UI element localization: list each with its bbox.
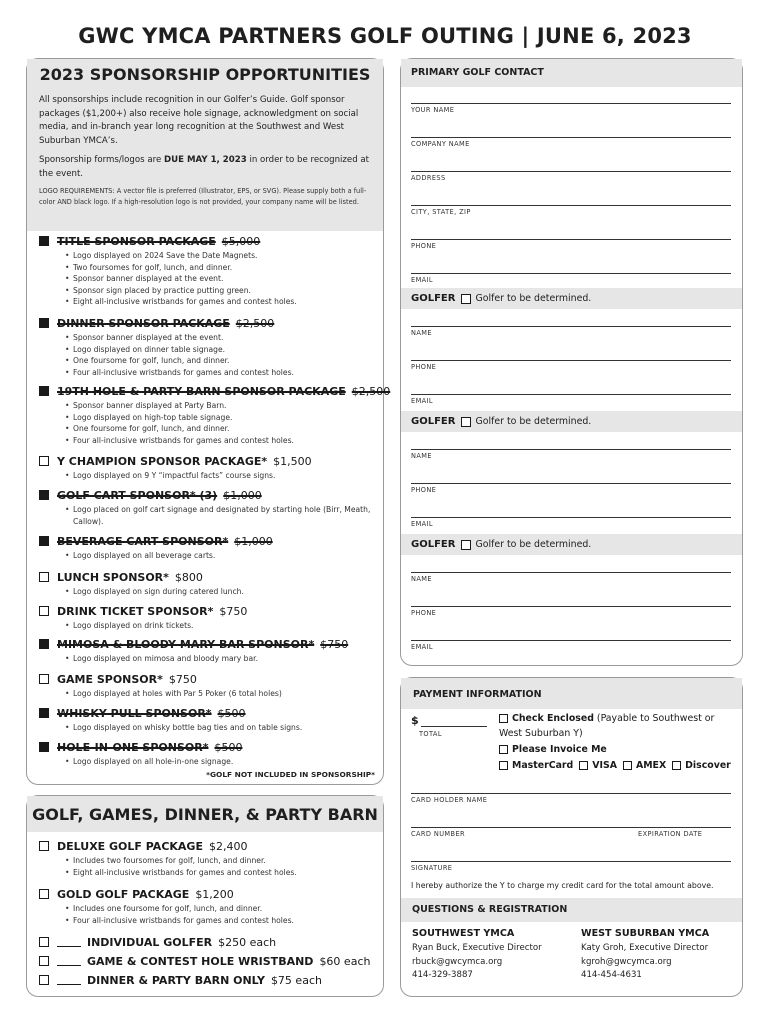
package-benefits [65,620,379,632]
package-name: GAME SPONSOR* [57,672,163,686]
package-price: $800 [174,570,203,584]
sponsor-package [39,603,379,632]
benefit-item: • Sponsor banner displayed at the event. [65,273,379,285]
dollar-sign: $ [411,714,419,727]
golf-package-price: $2,400 [208,839,248,853]
city-state-zip-label: CITY, STATE, ZIP [411,208,471,216]
signature-field[interactable] [411,861,731,862]
sponsor-package [39,315,379,378]
benefit-item: • Logo displayed at holes with Par 5 Poker (6 total holes) [65,688,379,700]
golf-package [39,953,379,969]
invoice-option[interactable] [499,744,607,755]
southwest-name: SOUTHWEST YMCA [412,928,515,939]
package-price: $750 [320,637,349,651]
golf-package-name: GAME & CONTEST HOLE WRISTBAND [87,954,314,968]
package-benefits [65,470,379,482]
expiration-label: EXPIRATION DATE [638,830,703,838]
address-label: ADDRESS [411,174,446,182]
benefit-item: • Four all-inclusive wristbands for games and contest holes. [65,435,379,447]
sponsor-package [39,705,379,734]
amex-checkbox[interactable] [623,761,632,770]
package-name: DINNER SPONSOR PACKAGE [57,316,230,330]
package-name: MIMOSA & BLOODY MARY BAR SPONSOR* [57,637,315,651]
golfer-tbd-label: Golfer to be determined. [475,293,592,304]
card-number-label: CARD NUMBER [411,830,465,838]
due-date-text [39,154,371,181]
golfer-1-phone-field[interactable] [411,360,731,361]
cardholder-label: CARD HOLDER NAME [411,796,488,804]
due-date: DUE MAY 1, 2023 [164,155,247,165]
package-checkbox[interactable] [39,490,49,500]
package-name: 19TH HOLE & PARTY BARN SPONSOR PACKAGE [57,384,346,398]
package-name: Y CHAMPION SPONSOR PACKAGE* [57,454,268,468]
sponsorship-heading: 2023 SPONSORSHIP OPPORTUNITIES [39,65,371,84]
quantity-blank[interactable] [57,937,81,947]
company-name-label: COMPANY NAME [411,140,470,148]
benefit-item: • Includes two foursomes for golf, lunch, and dinner. [65,855,379,867]
golfer-3-band [401,534,742,555]
email-label: EMAIL [411,276,433,284]
contact-heading: PRIMARY GOLF CONTACT [411,67,544,78]
golfer-3-email-label: EMAIL [411,643,433,651]
package-checkbox[interactable] [39,456,49,466]
golfer-1-email-field[interactable] [411,394,731,395]
card-number-field[interactable] [411,827,731,828]
benefit-item: • Logo displayed on 2024 Save the Date Magnets. [65,250,379,262]
golf-package [39,838,379,878]
logo-requirements: LOGO REQUIREMENTS: A vector file is preferred (Illustrator, EPS, or SVG). Please supply both a full-color AND black logo. If a high-resolution logo is not provided, your company name will be listed. [39,187,367,206]
authorize-text: I hereby authorize the Y to charge my credit card for the total amount above. [411,881,714,890]
golfer-tbd-checkbox[interactable] [461,294,471,304]
card-options [499,760,731,771]
southwest-ymca-block [412,928,542,983]
golf-packages-panel [26,795,384,997]
address-field[interactable] [411,171,731,172]
footnote: *GOLF NOT INCLUDED IN SPONSORSHIP* [206,770,375,779]
golf-package-title [39,934,379,950]
golf-package-name: DELUXE GOLF PACKAGE [57,839,203,853]
west-suburban-phone: 414-454-4631 [581,970,642,980]
signature-label: SIGNATURE [411,864,453,872]
due-suffix: in order to be recognized at the event. [39,155,370,179]
payment-panel [400,677,743,997]
check-note: (Payable to Southwest or [596,713,715,724]
check-enclosed-label: Check Enclosed [512,713,594,724]
golf-packages-band [27,796,383,832]
package-checkbox[interactable] [39,742,49,752]
benefit-item: • Sponsor banner displayed at the event. [65,332,379,344]
golf-package-title [39,838,379,854]
golfer-1-phone-label: PHONE [411,363,437,371]
golfer-label: GOLFER [411,293,456,304]
package-checkbox[interactable] [39,674,49,684]
golfer-3-email-field[interactable] [411,640,731,641]
sponsor-package [39,383,391,446]
golfer-1-email-label: EMAIL [411,397,433,405]
package-price: $750 [168,672,197,686]
benefit-item: • Logo displayed on mimosa and bloody mary bar. [65,653,379,665]
sponsor-package-title [39,739,379,755]
golf-package-benefits [65,855,379,878]
golf-package-price: $75 each [270,973,322,987]
golf-package-price: $60 each [319,954,371,968]
package-name: LUNCH SPONSOR* [57,570,169,584]
sponsor-package [39,739,379,768]
golf-package-title [39,886,379,902]
sponsor-package [39,453,379,482]
email-field[interactable] [411,273,731,274]
package-price: $1,000 [234,534,273,548]
golf-package [39,972,379,988]
golfer-tbd-label: Golfer to be determined. [475,539,592,550]
invoice-label: Please Invoice Me [512,744,607,755]
sponsor-package-title [39,453,379,469]
sponsorship-panel [26,58,391,785]
benefit-item: • Logo placed on golf cart signage and designated by starting hole (Birr, Meath, Callow). [65,504,379,527]
quantity-blank[interactable] [57,956,81,966]
package-checkbox[interactable] [39,386,49,396]
package-checkbox[interactable] [39,536,49,546]
package-benefits [65,400,379,446]
sponsor-package-title [39,487,379,503]
check-note-2: West Suburban Y) [499,728,583,739]
golf-package-checkbox[interactable] [39,975,49,985]
quantity-blank[interactable] [57,975,81,985]
benefit-item: • Logo displayed on whisky bottle bag ties and on table signs. [65,722,379,734]
package-price: $500 [217,706,246,720]
golf-package-name: GOLD GOLF PACKAGE [57,887,190,901]
golf-package-title [39,972,379,988]
mastercard-label: MasterCard [512,760,574,771]
golfer-3-name-label: NAME [411,575,432,583]
west-suburban-ymca-block [581,928,709,983]
southwest-email[interactable]: rbuck@gwcymca.org [412,956,503,967]
package-checkbox[interactable] [39,318,49,328]
sponsor-package-title [39,383,391,399]
sponsor-package [39,569,379,598]
golfer-2-email-field[interactable] [411,517,731,518]
benefit-item: • Eight all-inclusive wristbands for games and contest holes. [65,867,379,879]
golf-package-benefits [65,903,379,926]
package-benefits [65,756,379,768]
package-price: $2,500 [351,384,391,398]
sponsor-package-title [39,671,379,687]
questions-heading: QUESTIONS & REGISTRATION [412,904,568,915]
golfer-3-phone-label: PHONE [411,609,437,617]
golfer-2-name-label: NAME [411,452,432,460]
golfer-tbd-checkbox[interactable] [461,540,471,550]
sponsor-package-title [39,705,379,721]
sponsorship-intro-text: All sponsorships include recognition in our Golfer’s Guide. Golf sponsor packages ($1,200+) also receive hole signage, acknowledgment on social media, and in-branch year long recognition at the Southwest and West Suburban YMCA’s. [39,95,359,146]
southwest-phone: 414-329-3887 [412,970,473,980]
your-name-label: YOUR NAME [411,106,455,114]
package-benefits [65,586,379,598]
benefit-item: • Two foursomes for golf, lunch, and dinner. [65,262,379,274]
discover-checkbox[interactable] [672,761,681,770]
golfer-1-name-label: NAME [411,329,432,337]
golfer-3-phone-field[interactable] [411,606,731,607]
sponsor-package-title [39,603,379,619]
benefit-item: • One foursome for golf, lunch, and dinner. [65,355,379,367]
golf-package-name: DINNER & PARTY BARN ONLY [87,973,265,987]
benefit-item: • Eight all-inclusive wristbands for games and contest holes. [65,296,379,308]
golf-package-title [39,953,379,969]
benefit-item: • Logo displayed on high-top table signage. [65,412,379,424]
discover-label: Discover [685,760,731,771]
benefit-item: • Logo displayed on all hole-in-one signage. [65,756,379,768]
questions-band [401,898,742,922]
benefit-item: • Includes one foursome for golf, lunch, and dinner. [65,903,379,915]
package-benefits [65,722,379,734]
sponsorship-intro [27,59,383,231]
golf-package-checkbox[interactable] [39,889,49,899]
package-price: $5,000 [221,234,261,248]
package-price: $1,000 [223,488,262,502]
mastercard-checkbox[interactable] [499,761,508,770]
golf-package-price: $1,200 [195,887,234,901]
benefit-item: • Logo displayed on dinner table signage. [65,344,379,356]
sponsor-package-title [39,636,379,652]
benefit-item: • Logo displayed on sign during catered lunch. [65,586,379,598]
golf-package-checkbox[interactable] [39,956,49,966]
west-suburban-contact: Katy Groh, Executive Director [581,943,709,953]
package-name: DRINK TICKET SPONSOR* [57,604,214,618]
sponsor-package-title [39,569,379,585]
golfer-tbd-checkbox[interactable] [461,417,471,427]
package-benefits [65,504,379,527]
benefit-item: • Logo displayed on all beverage carts. [65,550,379,562]
sponsor-package [39,233,379,308]
package-price: $2,500 [235,316,275,330]
payment-band [401,678,742,709]
cardholder-field[interactable] [411,793,731,794]
visa-label: VISA [592,760,617,771]
benefit-item: • One foursome for golf, lunch, and dinner. [65,423,379,435]
page-title: GWC YMCA PARTNERS GOLF OUTING | JUNE 6, 2023 [78,24,692,48]
west-suburban-email[interactable]: kgroh@gwcymca.org [581,956,672,967]
package-name: GOLF CART SPONSOR* (3) [57,488,218,502]
total-field[interactable] [421,726,487,727]
phone-field[interactable] [411,239,731,240]
golf-package [39,886,379,926]
golfer-2-email-label: EMAIL [411,520,433,528]
company-name-field[interactable] [411,137,731,138]
golfer-1-band [401,288,742,309]
package-benefits [65,653,379,665]
package-checkbox[interactable] [39,708,49,718]
sponsor-package-title [39,315,379,331]
sponsor-package [39,636,379,665]
sponsor-package [39,671,379,700]
sponsor-package-title [39,533,379,549]
golfer-label: GOLFER [411,416,456,427]
package-checkbox[interactable] [39,572,49,582]
contact-panel [400,58,743,666]
package-benefits [65,688,379,700]
package-name: TITLE SPONSOR PACKAGE [57,234,216,248]
golfer-label: GOLFER [411,539,456,550]
your-name-field[interactable] [411,103,731,104]
due-prefix: Sponsorship forms/logos are [39,155,164,165]
golf-package-checkbox[interactable] [39,937,49,947]
amex-label: AMEX [635,760,667,771]
package-price: $750 [219,604,248,618]
benefit-item: • Four all-inclusive wristbands for games and contest holes. [65,367,379,379]
package-checkbox[interactable] [39,639,49,649]
golfer-3-name-field[interactable] [411,572,731,573]
package-name: WHISKY PULL SPONSOR* [57,706,212,720]
contact-band [401,59,742,87]
benefit-item: • Logo displayed on 9 Y “impactful facts” course signs. [65,470,379,482]
package-name: BEVERAGE CART SPONSOR* [57,534,229,548]
package-benefits [65,250,379,308]
phone-label: PHONE [411,242,437,250]
city-state-zip-field[interactable] [411,205,731,206]
golf-package [39,934,379,950]
package-checkbox[interactable] [39,236,49,246]
benefit-item: • Sponsor sign placed by practice putting green. [65,285,379,297]
golf-package-price: $250 each [218,935,277,949]
golf-package-checkbox[interactable] [39,841,49,851]
sponsor-package-title [39,233,379,249]
package-price: $500 [214,740,243,754]
package-price: $1,500 [273,454,312,468]
visa-checkbox[interactable] [579,761,588,770]
benefit-item: • Sponsor banner displayed at Party Barn. [65,400,379,412]
golfer-1-name-field[interactable] [411,326,731,327]
payment-heading: PAYMENT INFORMATION [413,689,542,700]
invoice-checkbox[interactable] [499,745,508,754]
golfer-tbd-label: Golfer to be determined. [475,416,592,427]
benefit-item: • Four all-inclusive wristbands for games and contest holes. [65,915,379,927]
west-suburban-name: WEST SUBURBAN YMCA [581,928,710,939]
golfer-2-phone-field[interactable] [411,483,731,484]
check-enclosed-option[interactable] [499,713,714,724]
total-label: TOTAL [419,730,442,738]
sponsor-package [39,533,379,562]
sponsor-package [39,487,379,527]
package-benefits [65,332,379,378]
package-benefits [65,550,379,562]
golfer-2-name-field[interactable] [411,449,731,450]
benefit-item: • Logo displayed on drink tickets. [65,620,379,632]
check-enclosed-checkbox[interactable] [499,714,508,723]
golfer-2-phone-label: PHONE [411,486,437,494]
golf-packages-heading: GOLF, GAMES, DINNER, & PARTY BARN [32,804,378,824]
package-checkbox[interactable] [39,606,49,616]
golfer-2-band [401,411,742,432]
southwest-contact: Ryan Buck, Executive Director [412,943,542,953]
package-name: HOLE-IN-ONE SPONSOR* [57,740,209,754]
golf-package-name: INDIVIDUAL GOLFER [87,935,213,949]
